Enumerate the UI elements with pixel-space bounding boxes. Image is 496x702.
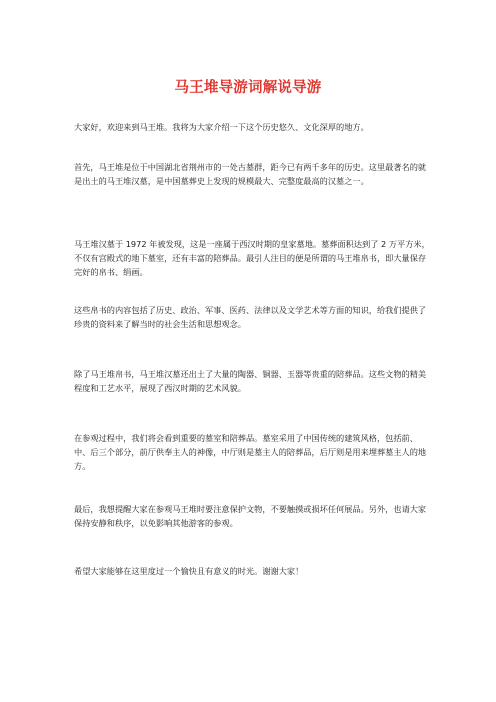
paragraph-closing: 希望大家能够在这里度过一个愉快且有意义的时光。谢谢大家！ — [74, 566, 304, 576]
paragraph-discovery: 马王堆汉墓于 1972 年被发现，这是一座属于西汉时期的皇家墓地。墓葬面积达到了 2 万平方米，不仅有宫殿式的地下墓室，还有丰富的陪葬品。最引人注目的便是所谓的马王堆帛书，即大量保存完好的帛书、绢画。 — [74, 239, 430, 277]
paragraph-location: 首先，马王堆是位于中国湖北省荆州市的一处古墓群，距今已有两千多年的历史。这里最著名的就是出土的马王堆汉墓，是中国墓葬史上发现的规模最大、完整度最高的汉墓之一。 — [74, 162, 427, 186]
paragraph-artifacts: 除了马王堆帛书，马王堆汉墓还出土了大量的陶器、铜器、玉器等贵重的陪葬品。这些文物的精美程度和工艺水平，展现了西汉时期的艺术风貌。 — [74, 369, 427, 393]
paragraph-greeting: 大家好，欢迎来到马王堆。我将为大家介绍一下这个历史悠久、文化深厚的地方。 — [74, 122, 369, 132]
paragraph-silk-texts: 这些帛书的内容包括了历史、政治、军事、医药、法律以及文学艺术等方面的知识，给我们提供了珍贵的资料来了解当时的社会生活和思想观念。 — [74, 305, 427, 329]
paragraph-reminder: 最后，我想提醒大家在参观马王堆时要注意保护文物，不要触摸或损坏任何展品。另外，也请大家保持安静和秩序，以免影响其他游客的参观。 — [74, 504, 427, 528]
paragraph-tomb-chambers: 在参观过程中，我们将会看到重要的墓室和陪葬品。墓室采用了中国传统的建筑风格，包括前、中、后三个部分，前厅供奉主人的神像，中厅则是墓主人的陪葬品，后厅则是用来埋葬墓主人的地方。 — [74, 433, 427, 471]
document-title: 马王堆导游词解说导游 — [174, 79, 322, 96]
